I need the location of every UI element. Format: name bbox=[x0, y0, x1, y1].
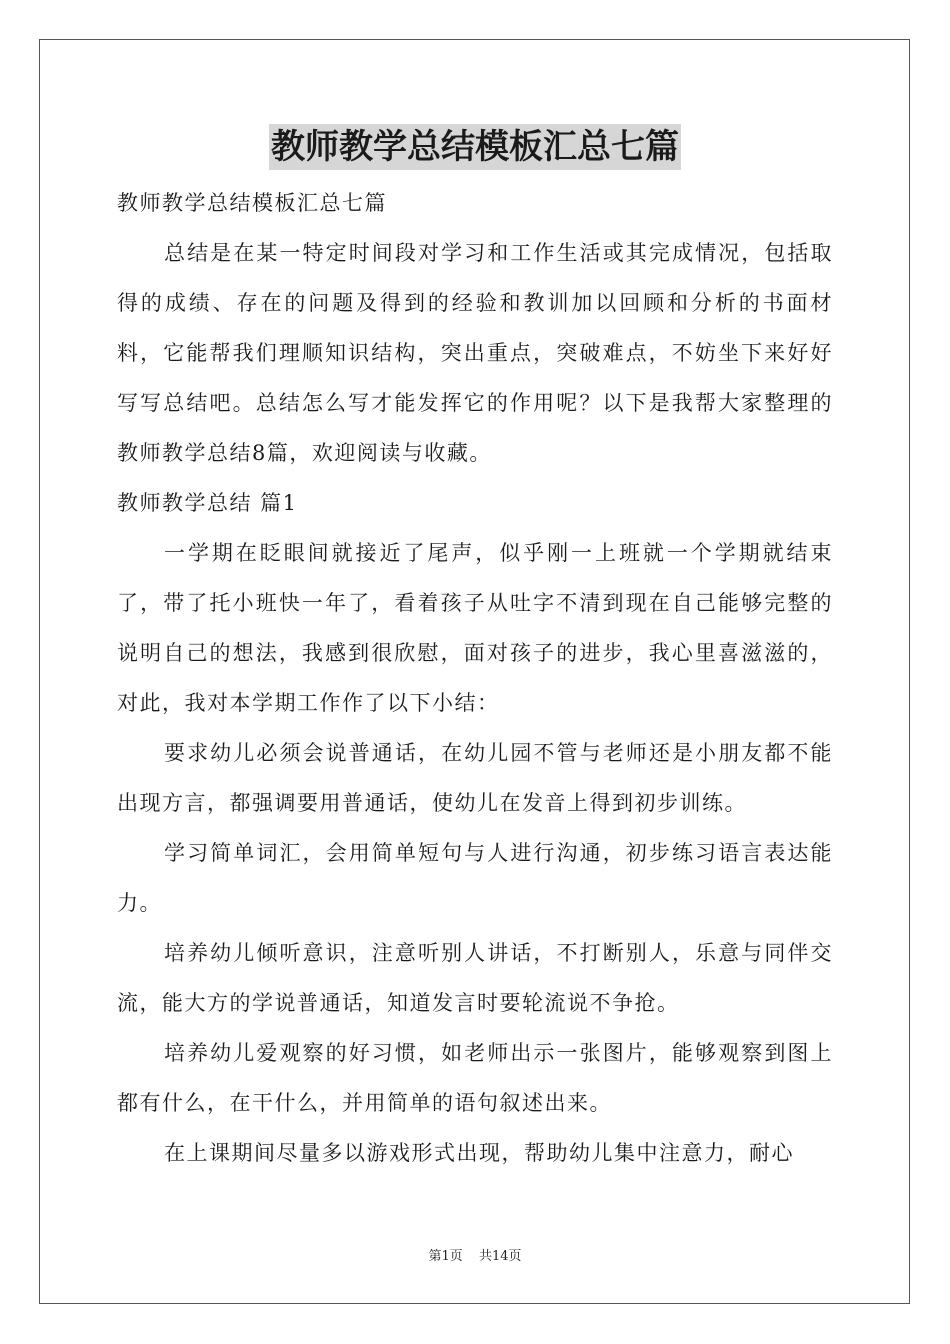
page-number: 第1页 bbox=[428, 1249, 463, 1264]
section-heading: 教师教学总结 篇1 bbox=[117, 491, 298, 515]
paragraph: 要求幼儿必须会说普通话，在幼儿园不管与老师还是小朋友都不能出现方言，都强调要用普通话，使幼儿在发音上得到初步训练。 bbox=[117, 741, 833, 815]
page-total: 共14页 bbox=[478, 1249, 522, 1264]
paragraph: 学习简单词汇，会用简单短句与人进行沟通，初步练习语言表达能力。 bbox=[117, 841, 833, 915]
paragraph: 在上课期间尽量多以游戏形式出现，帮助幼儿集中注意力，耐心 bbox=[164, 1141, 794, 1165]
paragraph: 培养幼儿爱观察的好习惯，如老师出示一张图片，能够观察到图上都有什么，在干什么，并用简单的语句叙述出来。 bbox=[117, 1041, 833, 1115]
document-title: 教师教学总结模板汇总七篇 bbox=[269, 124, 681, 170]
title-wrap bbox=[0, 124, 950, 170]
document-body bbox=[117, 178, 833, 1178]
paragraph: 总结是在某一特定时间段对学习和工作生活或其完成情况，包括取得的成绩、存在的问题及得到的经验和教训加以回顾和分析的书面材料，它能帮我们理顺知识结构，突出重点，突破难点，不妨坐下来好好写写总结吧。总结怎么写才能发挥它的作用呢？以下是我帮大家整理的教师教学总结8篇，欢迎阅读与收藏。 bbox=[117, 241, 833, 465]
paragraph: 一学期在眨眼间就接近了尾声，似乎刚一上班就一个学期就结束了，带了托小班快一年了，看着孩子从吐字不清到现在自己能够完整的说明自己的想法，我感到很欣慰，面对孩子的进步，我心里喜滋滋的，对此，我对本学期工作作了以下小结： bbox=[117, 541, 833, 715]
paragraph: 培养幼儿倾听意识，注意听别人讲话，不打断别人，乐意与同伴交流，能大方的学说普通话，知道发言时要轮流说不争抢。 bbox=[117, 941, 833, 1015]
paragraph: 教师教学总结模板汇总七篇 bbox=[117, 191, 387, 215]
page-footer bbox=[0, 1245, 950, 1264]
